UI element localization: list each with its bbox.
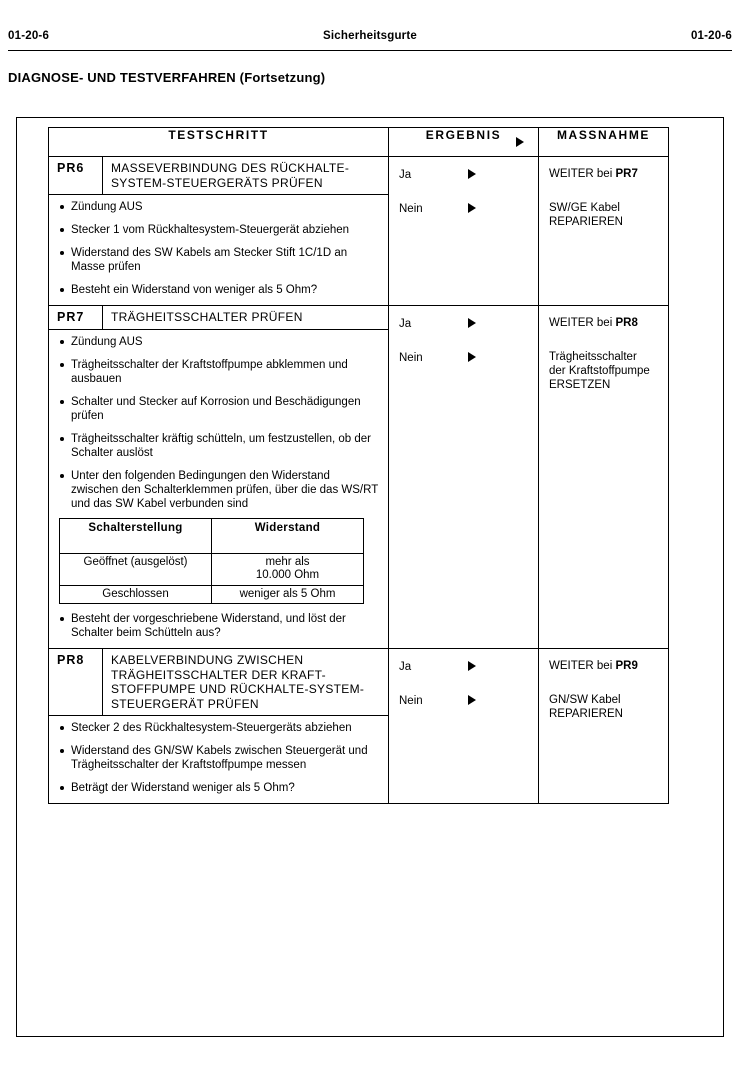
action-continue-pr7 — [549, 316, 662, 332]
table-header-row — [49, 128, 669, 157]
action-repair-pr8 — [549, 693, 662, 721]
step-title-row-pr7 — [49, 306, 388, 330]
step-title-row-pr8 — [49, 649, 388, 716]
sub-cell-switch-open: Geöffnet (ausgelöst) — [60, 553, 212, 585]
list-item: Stecker 1 vom Rückhaltesystem-Steuergerät abziehen — [57, 223, 380, 237]
sub-table-header-row — [60, 518, 364, 553]
sub-cell-switch-closed: Geschlossen — [60, 585, 212, 604]
action-cell-pr7 — [539, 306, 669, 649]
list-item: Widerstand des GN/SW Kabels zwischen Steuergerät und Trägheitsschalter der Kraftstoffpumpe messen — [57, 744, 380, 772]
action-text-line: REPARIEREN — [549, 216, 623, 228]
list-item: Trägheitsschalter der Kraftstoffpumpe abklemmen und ausbauen — [57, 358, 380, 386]
header-center-title: Sicherheitsgurte — [323, 30, 417, 42]
spacer — [389, 332, 538, 350]
triangle-right-icon — [461, 203, 483, 216]
column-header-teststep: TESTSCHRITT — [49, 128, 389, 157]
step-title-pr8: KABELVERBINDUNG ZWISCHEN TRÄGHEITSSCHALTER DER KRAFT-STOFFPUMPE UND RÜCKHALTE-SYSTEM-STEUERGERÄT PRÜFEN — [111, 653, 365, 711]
table-row — [49, 157, 669, 306]
action-text-line: der Kraftstoffpumpe — [549, 365, 650, 377]
triangle-right-icon — [461, 318, 483, 331]
page-header — [8, 30, 732, 52]
spacer — [389, 183, 538, 201]
sub-column-header-resistance: Widerstand — [212, 518, 364, 553]
list-item: Zündung AUS — [57, 200, 380, 214]
result-label-yes: Ja — [399, 661, 412, 673]
triangle-right-icon — [461, 695, 483, 708]
sub-column-header-switchposition: Schalterstellung — [60, 518, 212, 553]
action-text-line: SW/GE Kabel — [549, 202, 620, 214]
action-continue-pr6 — [549, 167, 662, 183]
result-line-yes — [389, 167, 538, 183]
header-left-code: 01-20-6 — [8, 30, 50, 42]
list-item: Unter den folgenden Bedingungen den Widerstand zwischen den Schalterklemmen prüfen, über die das WS/RT und das SW Kabel verbunden sind — [57, 469, 380, 511]
sub-cell-resistance-open — [212, 553, 364, 585]
action-text-line: GN/SW Kabel — [549, 694, 621, 706]
step-tag-pr7: PR7 — [49, 306, 103, 329]
step-title-row-pr6 — [49, 157, 388, 195]
action-block-pr7 — [539, 306, 668, 398]
list-item: Schalter und Stecker auf Korrosion und Beschädigungen prüfen — [57, 395, 380, 423]
list-item: Beträgt der Widerstand weniger als 5 Ohm? — [57, 781, 380, 795]
column-header-result — [389, 128, 539, 157]
action-block-pr8 — [539, 649, 668, 727]
sub-cell-resistance-closed: weniger als 5 Ohm — [212, 585, 364, 604]
list-item: Stecker 2 des Rückhaltesystem-Steuergeräts abziehen — [57, 721, 380, 735]
action-target-step: PR7 — [615, 168, 638, 180]
action-target-step: PR9 — [615, 660, 638, 672]
list-item: Trägheitsschalter kräftig schütteln, um festzustellen, ob der Schalter auslöst — [57, 432, 380, 460]
sub-table-row — [60, 553, 364, 585]
action-text-line: ERSETZEN — [549, 379, 611, 391]
action-cell-pr8 — [539, 649, 669, 804]
result-label-no: Nein — [399, 695, 423, 707]
triangle-right-icon — [461, 352, 483, 365]
header-right-code: 01-20-6 — [690, 30, 732, 42]
sub-table-row — [60, 585, 364, 604]
result-line-no — [389, 201, 538, 217]
result-cell-pr7 — [389, 306, 539, 649]
result-line-no — [389, 693, 538, 709]
spacer — [549, 332, 662, 350]
list-item: Zündung AUS — [57, 335, 380, 349]
spacer — [389, 675, 538, 693]
result-block-pr7 — [389, 306, 538, 366]
action-repair-pr6 — [549, 201, 662, 229]
switch-resistance-table-wrapper — [49, 518, 388, 605]
action-cell-pr6 — [539, 157, 669, 306]
result-label-yes: Ja — [399, 169, 412, 181]
sub-cell-text-line-2: 10.000 Ohm — [255, 569, 320, 581]
result-label-no: Nein — [399, 203, 423, 215]
step-cell-pr8 — [49, 649, 389, 804]
step-bullets-after-pr7 — [49, 612, 388, 648]
header-divider — [8, 50, 732, 51]
procedure-table — [48, 127, 669, 804]
action-replace-pr7 — [549, 350, 662, 392]
result-cell-pr6 — [389, 157, 539, 306]
action-block-pr6 — [539, 157, 668, 235]
result-line-yes — [389, 316, 538, 332]
sub-cell-text-line-1: mehr als — [265, 555, 310, 568]
step-cell-pr7 — [49, 306, 389, 649]
step-tag-pr6: PR6 — [49, 157, 103, 194]
action-continue-pr8 — [549, 659, 662, 675]
spacer — [549, 675, 662, 693]
action-prefix: WEITER bei — [549, 317, 616, 329]
step-cell-pr6 — [49, 157, 389, 306]
step-title-pr6: MASSEVERBINDUNG DES RÜCKHALTE-SYSTEM-STEUERGERÄTS PRÜFEN — [111, 161, 350, 190]
step-tag-pr8: PR8 — [49, 649, 103, 715]
triangle-right-icon — [461, 661, 483, 674]
column-header-result-label: ERGEBNIS — [425, 128, 502, 142]
step-bullets-pr6 — [49, 195, 388, 305]
procedure-table-wrapper — [48, 127, 668, 804]
result-block-pr6 — [389, 157, 538, 217]
action-prefix: WEITER bei — [549, 168, 616, 180]
triangle-right-icon — [461, 169, 483, 182]
action-text-line: REPARIEREN — [549, 708, 623, 720]
table-row — [49, 306, 669, 649]
action-target-step: PR8 — [615, 317, 638, 329]
column-header-action: MASSNAHME — [539, 128, 669, 157]
step-bullets-pr8 — [49, 716, 388, 803]
switch-resistance-table — [59, 518, 364, 605]
result-line-no — [389, 350, 538, 366]
action-prefix: WEITER bei — [549, 660, 616, 672]
result-line-yes — [389, 659, 538, 675]
result-cell-pr8 — [389, 649, 539, 804]
table-row — [49, 649, 669, 804]
list-item: Besteht der vorgeschriebene Widerstand, und löst der Schalter beim Schütteln aus? — [57, 612, 380, 640]
section-title: DIAGNOSE- UND TESTVERFAHREN (Fortsetzung) — [8, 70, 326, 85]
result-label-yes: Ja — [399, 318, 412, 330]
step-bullets-pr7 — [49, 330, 388, 516]
list-item: Besteht ein Widerstand von weniger als 5 Ohm? — [57, 283, 380, 297]
result-block-pr8 — [389, 649, 538, 709]
result-label-no: Nein — [399, 352, 423, 364]
spacer — [549, 183, 662, 201]
action-text-line: Trägheitsschalter — [549, 351, 637, 363]
triangle-right-icon — [516, 137, 524, 147]
list-item: Widerstand des SW Kabels am Stecker Stift 1C/1D an Masse prüfen — [57, 246, 380, 274]
step-title-pr7: TRÄGHEITSSCHALTER PRÜFEN — [111, 310, 303, 324]
